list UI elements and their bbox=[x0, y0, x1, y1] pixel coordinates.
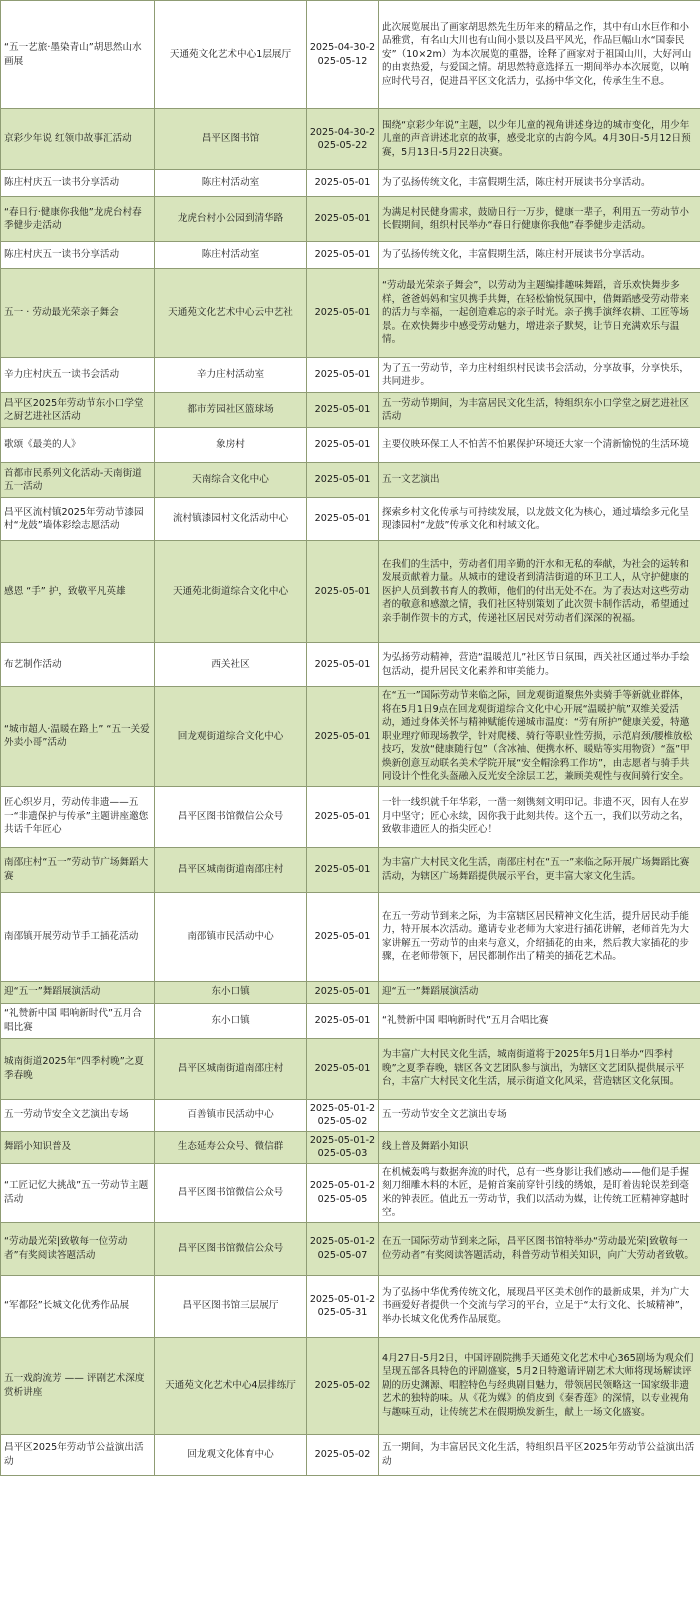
event-name-cell: 昌平区2025年劳动节公益演出活动 bbox=[1, 1434, 155, 1475]
event-description-cell: 为满足村民健身需求，鼓励日行一万步，健康一辈子，利用五一劳动节小长假期间，组织村民举办“春日行健康你我他”春季健步走活动。 bbox=[379, 197, 700, 242]
table-row bbox=[1, 786, 700, 847]
table-row bbox=[1, 197, 700, 242]
event-description-cell: 在我们的生活中，劳动者们用辛勤的汗水和无私的奉献，为社会的运转和发展贡献着力量。从城市的建设者到清洁街道的环卫工人，从守护健康的医护人员到教书育人的教师，他们的付出无处不在。为了表达对这些劳动者的敬意和感激之情，我们社区特别策划了此次贺卡制作活动，希望通过亲手制作贺卡的方式，传递社区居民对劳动者们深深的祝福。 bbox=[379, 541, 700, 643]
event-name-cell: 首都市民系列文化活动-天南街道五一活动 bbox=[1, 463, 155, 498]
event-date-cell: 2025-05-01-2025-05-07 bbox=[307, 1222, 379, 1275]
event-date-cell: 2025-05-01 bbox=[307, 892, 379, 981]
event-description-cell: 迎“五一”舞蹈展演活动 bbox=[379, 981, 700, 1003]
table-row bbox=[1, 643, 700, 687]
table-row bbox=[1, 1222, 700, 1275]
event-date-cell: 2025-05-01 bbox=[307, 242, 379, 269]
table-row bbox=[1, 428, 700, 463]
event-description-cell: 探索乡村文化传承与可持续发展，以龙鼓文化为核心，通过墙绘多元化呈现漆园村“龙鼓”传承文化和村域文化。 bbox=[379, 498, 700, 541]
event-description-cell: 线上普及舞蹈小知识 bbox=[379, 1131, 700, 1163]
event-name-cell: “五一艺旅·墨染青山”胡思然山水画展 bbox=[1, 1, 155, 109]
event-description-cell: 为了弘扬传统文化，丰富假期生活，陈庄村开展读书分享活动。 bbox=[379, 170, 700, 197]
event-venue-cell: 天通苑文化艺术中心云中艺社 bbox=[155, 269, 307, 358]
event-date-cell: 2025-04-30-2025-05-12 bbox=[307, 1, 379, 109]
event-name-cell: 昌平区流村镇2025年劳动节漆园村“龙鼓”墙体彩绘志愿活动 bbox=[1, 498, 155, 541]
event-date-cell: 2025-05-01-2025-05-02 bbox=[307, 1099, 379, 1131]
event-venue-cell: 天通苑文化艺术中心1层展厅 bbox=[155, 1, 307, 109]
event-date-cell: 2025-05-01 bbox=[307, 197, 379, 242]
table-row bbox=[1, 498, 700, 541]
event-venue-cell: 东小口镇 bbox=[155, 1003, 307, 1038]
table-row bbox=[1, 358, 700, 393]
event-date-cell: 2025-05-01 bbox=[307, 428, 379, 463]
event-date-cell: 2025-05-01 bbox=[307, 786, 379, 847]
event-description-cell: “劳动最光荣亲子舞会”，以劳动为主题编排趣味舞蹈，音乐欢快舞步多样，爸爸妈妈和宝贝携手共舞，在轻松愉悦氛围中，借舞蹈感受劳动带来的活力与幸福，一起创造难忘的亲子时光。亲子携手演绎农耕、工匠等场景。在欢快舞步中感受劳动魅力，增进亲子默契，让节日充满欢乐与温情。 bbox=[379, 269, 700, 358]
event-venue-cell: 生态延寿公众号、微信群 bbox=[155, 1131, 307, 1163]
event-date-cell: 2025-05-01 bbox=[307, 463, 379, 498]
event-venue-cell: 昌平区图书馆三层展厅 bbox=[155, 1275, 307, 1337]
event-venue-cell: 百善镇市民活动中心 bbox=[155, 1099, 307, 1131]
table-row bbox=[1, 1, 700, 109]
event-venue-cell: 辛力庄村活动室 bbox=[155, 358, 307, 393]
table-row bbox=[1, 541, 700, 643]
table-row bbox=[1, 687, 700, 787]
table-row bbox=[1, 1131, 700, 1163]
event-description-cell: 五一期间，为丰富居民文化生活，特组织昌平区2025年劳动节公益演出活动 bbox=[379, 1434, 700, 1475]
event-date-cell: 2025-05-01 bbox=[307, 643, 379, 687]
event-description-cell: 此次展览展出了画家胡思然先生历年来的精品之作，其中有山水巨作和小品雅赏，有名山大川也有山间小景以及昌平风光，作品巨幅山水“国泰民安”（10×2m）为本次展览的重器，诠释了画家对于祖国山川，大好河山的由衷热爱，与爱国之情。胡思然特意选择五一期间举办本次展览，以响应时代号召，促进昌平区文化活力，弘扬中华文化，传承生生不息。 bbox=[379, 1, 700, 109]
event-name-cell: “军都陉”长城文化优秀作品展 bbox=[1, 1275, 155, 1337]
event-date-cell: 2025-05-01 bbox=[307, 1038, 379, 1099]
event-date-cell: 2025-05-01 bbox=[307, 498, 379, 541]
event-description-cell: 为了五一劳动节，辛力庄村组织村民读书会活动，分享故事，分享快乐，共同进步。 bbox=[379, 358, 700, 393]
event-venue-cell: 陈庄村活动室 bbox=[155, 242, 307, 269]
table-row bbox=[1, 170, 700, 197]
event-name-cell: 陈庄村庆五一读书分享活动 bbox=[1, 170, 155, 197]
event-description-cell: “礼赞新中国 唱响新时代”五月合唱比赛 bbox=[379, 1003, 700, 1038]
event-name-cell: “城市超人·温暖在路上” “五一关爱外卖小哥”活动 bbox=[1, 687, 155, 787]
event-name-cell: 陈庄村庆五一读书分享活动 bbox=[1, 242, 155, 269]
event-description-cell: 在五一国际劳动节到来之际，昌平区图书馆特举办“劳动最光荣|致敬每一位劳动者”有奖阅读答题活动，科普劳动节相关知识，向广大劳动者致敬。 bbox=[379, 1222, 700, 1275]
event-venue-cell: 昌平区城南街道南邵庄村 bbox=[155, 847, 307, 892]
event-date-cell: 2025-05-01 bbox=[307, 981, 379, 1003]
event-description-cell: 五一劳动节期间，为丰富居民文化生活，特组织东小口学堂之厨艺进社区活动 bbox=[379, 393, 700, 428]
event-venue-cell: 回龙观街道综合文化中心 bbox=[155, 687, 307, 787]
event-date-cell: 2025-05-01-2025-05-03 bbox=[307, 1131, 379, 1163]
event-name-cell: 城南街道2025年“四季村晚”之夏季春晚 bbox=[1, 1038, 155, 1099]
event-name-cell: 五一 · 劳动最光荣亲子舞会 bbox=[1, 269, 155, 358]
table-row bbox=[1, 393, 700, 428]
table-row bbox=[1, 109, 700, 170]
event-venue-cell: 天通苑文化艺术中心4层排练厅 bbox=[155, 1337, 307, 1434]
events-table-body bbox=[1, 1, 700, 1476]
event-name-cell: 京彩少年说 红领巾故事汇活动 bbox=[1, 109, 155, 170]
event-venue-cell: 都市芳园社区篮球场 bbox=[155, 393, 307, 428]
event-venue-cell: 流村镇漆园村文化活动中心 bbox=[155, 498, 307, 541]
event-date-cell: 2025-05-02 bbox=[307, 1337, 379, 1434]
event-date-cell: 2025-05-01 bbox=[307, 1003, 379, 1038]
event-description-cell: 为弘扬劳动精神，营造“温暖范儿”社区节日氛围，西关社区通过举办手绘包活动，提升居民文化素养和审美能力。 bbox=[379, 643, 700, 687]
event-name-cell: 五一劳动节安全文艺演出专场 bbox=[1, 1099, 155, 1131]
event-description-cell: 4月27日-5月2日，中国评剧院携手天通苑文化艺术中心365剧场为观众们呈现五部各具特色的评剧盛宴，5月2日特邀请评剧艺术大师将现场解读评剧的历史渊源、唱腔特色与经典剧目魅力，带领居民领略这一国家级非遗艺术的独特韵味。从《花为媒》的俏皮到《秦香莲》的深情，以专业视角与趣味互动，让传统艺术在假期焕发新生，献上一场文化盛宴。 bbox=[379, 1337, 700, 1434]
table-row bbox=[1, 1275, 700, 1337]
event-name-cell: “工匠记忆大挑战”五一劳动节主题活动 bbox=[1, 1163, 155, 1222]
event-date-cell: 2025-05-01 bbox=[307, 170, 379, 197]
event-description-cell: 为丰富广大村民文化生活，城南街道将于2025年5月1日举办“四季村晚”之夏季春晚，辖区各文艺团队参与演出，为辖区文艺团队提供展示平台，丰富广大村民文化生活，展示街道文化风采，营造辖区文化氛围。 bbox=[379, 1038, 700, 1099]
event-date-cell: 2025-05-01 bbox=[307, 687, 379, 787]
event-name-cell: “劳动最光荣|致敬每一位劳动者”有奖阅读答题活动 bbox=[1, 1222, 155, 1275]
event-description-cell: 围绕“京彩少年说”主题，以少年儿童的视角讲述身边的城市变化，用少年儿童的声音讲述北京的故事，感受北京的古韵今风。4月30日-5月12日预赛，5月13日-5月22日决赛。 bbox=[379, 109, 700, 170]
event-description-cell: 在“五一”国际劳动节来临之际，回龙观街道聚焦外卖骑手等新就业群体，将在5月1日9点在回龙观街道综合文化中心开展“温暖护航”双维关爱活动，通过身体关怀与精神赋能传递城市温度：“劳有所护”健康关爱，特邀职业理疗师现场教学，针对爬楼、骑行等职业性劳损，示范肩颈/腰椎放松技巧，发放“健康随行包”（含冰袖、便携水杯、暖贴等实用物资）“盔”甲焕新创意互动联名美术学院开展“安全帽涂鸦工作坊”，由志愿者与骑手共同设计个性化头盔融入反光安全涂层工艺，兼顾美观性与夜间骑行安全。 bbox=[379, 687, 700, 787]
event-date-cell: 2025-05-01 bbox=[307, 393, 379, 428]
table-row bbox=[1, 892, 700, 981]
event-name-cell: 迎“五一”舞蹈展演活动 bbox=[1, 981, 155, 1003]
event-description-cell: 五一文艺演出 bbox=[379, 463, 700, 498]
event-date-cell: 2025-05-02 bbox=[307, 1434, 379, 1475]
event-description-cell: 为了弘扬传统文化，丰富假期生活，陈庄村开展读书分享活动。 bbox=[379, 242, 700, 269]
event-description-cell: 一针一线织就千年华彩，一凿一刻镌刻文明印记。非遗不灭，因有人在岁月中坚守；匠心永续，因你我于此刻共传。这个五一，我们以劳动之名，致敬非遗匠人的指尖匠心！ bbox=[379, 786, 700, 847]
event-date-cell: 2025-05-01 bbox=[307, 269, 379, 358]
event-description-cell: 五一劳动节安全文艺演出专场 bbox=[379, 1099, 700, 1131]
event-date-cell: 2025-05-01-2025-05-31 bbox=[307, 1275, 379, 1337]
event-venue-cell: 昌平区图书馆 bbox=[155, 109, 307, 170]
event-venue-cell: 西关社区 bbox=[155, 643, 307, 687]
event-venue-cell: 天南综合文化中心 bbox=[155, 463, 307, 498]
event-name-cell: 辛力庄村庆五一读书会活动 bbox=[1, 358, 155, 393]
event-name-cell: “礼赞新中国 唱响新时代”五月合唱比赛 bbox=[1, 1003, 155, 1038]
event-venue-cell: 东小口镇 bbox=[155, 981, 307, 1003]
event-description-cell: 为丰富广大村民文化生活，南邵庄村在“五一”来临之际开展广场舞蹈比赛活动，为辖区广场舞蹈提供展示平台，更丰富大家文化生活。 bbox=[379, 847, 700, 892]
event-name-cell: 五一戏韵流芳 —— 评剧艺术深度赏析讲座 bbox=[1, 1337, 155, 1434]
event-venue-cell: 天通苑北街道综合文化中心 bbox=[155, 541, 307, 643]
event-name-cell: “春日行·健康你我他”龙虎台村春季健步走活动 bbox=[1, 197, 155, 242]
table-row bbox=[1, 463, 700, 498]
event-date-cell: 2025-05-01 bbox=[307, 541, 379, 643]
table-row bbox=[1, 1434, 700, 1475]
event-date-cell: 2025-04-30-2025-05-22 bbox=[307, 109, 379, 170]
event-name-cell: 歌颂《最美的人》 bbox=[1, 428, 155, 463]
event-name-cell: 感恩 “手” 护，致敬平凡英雄 bbox=[1, 541, 155, 643]
event-description-cell: 在机械轰鸣与数据奔流的时代，总有一些身影让我们感动——他们是手握刻刀细雕木料的木匠，是俯首案前穿针引线的绣娘，是盯着齿轮误差到毫米的钟表匠。值此五一劳动节，我们以活动为媒，让传统工匠精神穿越时空。 bbox=[379, 1163, 700, 1222]
event-name-cell: 舞蹈小知识普及 bbox=[1, 1131, 155, 1163]
event-venue-cell: 象房村 bbox=[155, 428, 307, 463]
table-row bbox=[1, 981, 700, 1003]
event-venue-cell: 昌平区图书馆微信公众号 bbox=[155, 786, 307, 847]
table-row bbox=[1, 269, 700, 358]
event-venue-cell: 南邵镇市民活动中心 bbox=[155, 892, 307, 981]
event-name-cell: 南邵庄村“五一”劳动节广场舞蹈大赛 bbox=[1, 847, 155, 892]
event-date-cell: 2025-05-01-2025-05-05 bbox=[307, 1163, 379, 1222]
event-name-cell: 匠心织岁月，劳动传非遗——五一“非遗保护与传承”主题讲座邀您共话千年匠心 bbox=[1, 786, 155, 847]
table-row bbox=[1, 847, 700, 892]
table-row bbox=[1, 1337, 700, 1434]
event-venue-cell: 陈庄村活动室 bbox=[155, 170, 307, 197]
table-row bbox=[1, 1099, 700, 1131]
event-venue-cell: 龙虎台村小公园到清华路 bbox=[155, 197, 307, 242]
event-venue-cell: 昌平区城南街道南邵庄村 bbox=[155, 1038, 307, 1099]
event-description-cell: 为了弘扬中华优秀传统文化，展现昌平区美术创作的最新成果，并为广大书画爱好者提供一个交流与学习的平台，立足于“太行文化、长城精神”，举办长城文化优秀作品展览。 bbox=[379, 1275, 700, 1337]
event-name-cell: 南邵镇开展劳动节手工插花活动 bbox=[1, 892, 155, 981]
event-date-cell: 2025-05-01 bbox=[307, 847, 379, 892]
event-description-cell: 主要仪映环保工人不怕苦不怕累保护环境还大家一个清新愉悦的生活环境 bbox=[379, 428, 700, 463]
table-row bbox=[1, 1038, 700, 1099]
table-row bbox=[1, 1163, 700, 1222]
table-row bbox=[1, 242, 700, 269]
event-venue-cell: 昌平区图书馆微信公众号 bbox=[155, 1163, 307, 1222]
table-row bbox=[1, 1003, 700, 1038]
event-name-cell: 昌平区2025年劳动节东小口学堂之厨艺进社区活动 bbox=[1, 393, 155, 428]
event-date-cell: 2025-05-01 bbox=[307, 358, 379, 393]
event-name-cell: 布艺制作活动 bbox=[1, 643, 155, 687]
event-venue-cell: 回龙观文化体育中心 bbox=[155, 1434, 307, 1475]
event-venue-cell: 昌平区图书馆微信公众号 bbox=[155, 1222, 307, 1275]
event-description-cell: 在五一劳动节到来之际，为丰富辖区居民精神文化生活，提升居民动手能力，特开展本次活动。邀请专业老师为大家进行插花讲解，老师首先为大家讲解五一劳动节的由来与意义，介绍插花的由来，然后教大家插花的步骤，在老师带领下，居民都制作出了精美的插花艺术品。 bbox=[379, 892, 700, 981]
